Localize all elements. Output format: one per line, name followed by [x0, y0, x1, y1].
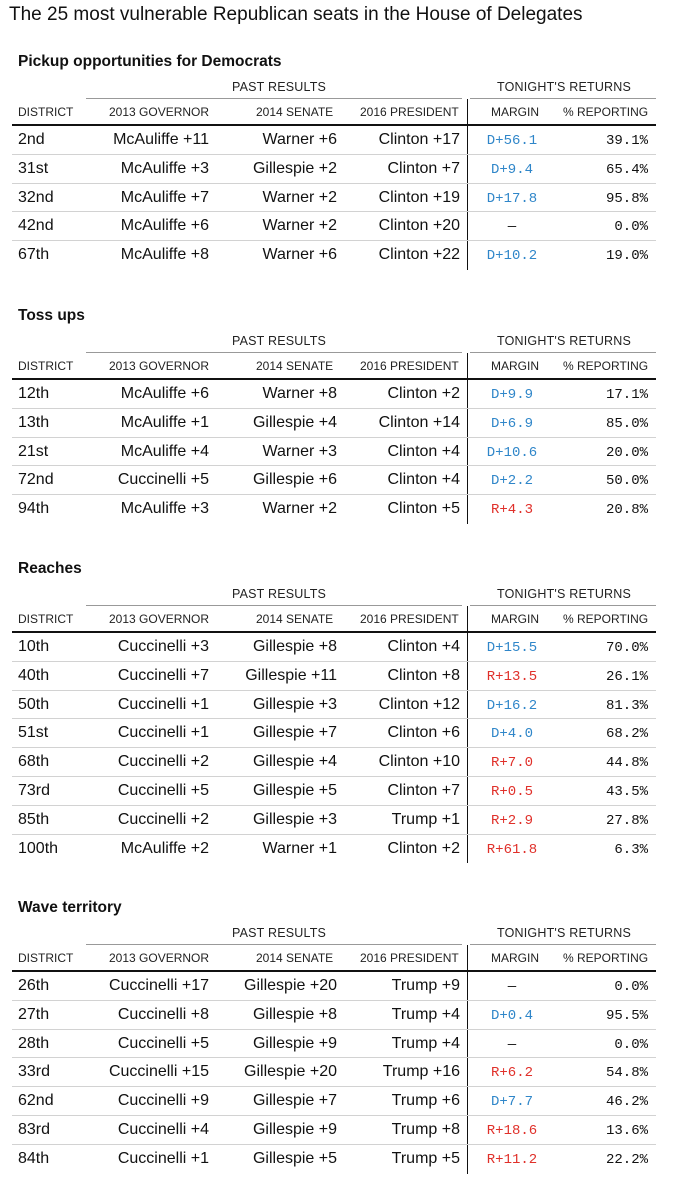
- reporting-cell: 70.0%: [605, 640, 648, 656]
- section-title: Toss ups: [18, 307, 85, 324]
- table-row: [12, 1116, 656, 1145]
- reporting-cell: 50.0%: [605, 473, 648, 490]
- margin-cell: D+6.9: [490, 415, 533, 432]
- margin-cell: R+61.8: [486, 841, 538, 858]
- district-cell: 10th: [18, 638, 50, 655]
- president-result-cell: Trump +1: [391, 810, 460, 828]
- president-result-cell: Trump +16: [382, 1063, 460, 1081]
- governor-col-header: 2013 GOVERNOR: [109, 951, 210, 965]
- governor-result-cell: Cuccinelli +5: [117, 471, 209, 489]
- president-result-cell: Clinton +2: [387, 839, 460, 857]
- senate-result-cell: Warner +1: [262, 839, 337, 857]
- senate-result-cell: Gillespie +3: [252, 810, 337, 828]
- governor-result-cell: Cuccinelli +8: [117, 1005, 209, 1023]
- table-row: [12, 1001, 656, 1030]
- reporting-col-header: % REPORTING: [563, 612, 649, 626]
- reporting-cell: 44.8%: [605, 755, 648, 772]
- district-cell: 51st: [18, 724, 49, 742]
- president-result-cell: Clinton +17: [378, 131, 460, 148]
- table-row: [12, 1087, 656, 1116]
- president-result-cell: Trump +4: [391, 1034, 460, 1052]
- reporting-cell: 95.8%: [605, 190, 648, 207]
- governor-result-cell: McAuliffe +6: [120, 217, 209, 235]
- reporting-cell: 6.3%: [614, 841, 648, 858]
- district-cell: 32nd: [18, 188, 54, 206]
- governor-result-cell: Cuccinelli +1: [117, 695, 209, 713]
- governor-result-cell: Cuccinelli +2: [117, 753, 209, 771]
- margin-cell: D+17.8: [486, 190, 538, 207]
- president-result-cell: Clinton +2: [387, 385, 460, 402]
- governor-result-cell: McAuliffe +7: [120, 188, 209, 206]
- president-col-header: 2016 PRESIDENT: [360, 105, 459, 119]
- president-result-cell: Clinton +4: [387, 471, 460, 489]
- section-table: [0, 899, 674, 1174]
- page-title: The 25 most vulnerable Republican seats in the House of Delegates: [9, 4, 583, 25]
- margin-col-header: MARGIN: [491, 612, 539, 626]
- past-results-header: PAST RESULTS: [232, 587, 327, 601]
- table-body: [12, 126, 656, 270]
- past-results-rule: [86, 352, 462, 353]
- district-cell: 2nd: [18, 131, 45, 148]
- reporting-cell: 85.0%: [605, 415, 648, 432]
- margin-cell: D+0.4: [490, 1007, 533, 1024]
- district-cell: 42nd: [18, 217, 54, 235]
- margin-cell: R+4.3: [490, 502, 533, 519]
- table-row: [12, 691, 656, 720]
- margin-cell: D+9.9: [490, 387, 533, 403]
- senate-result-cell: Warner +8: [262, 385, 337, 402]
- table-row: [12, 126, 656, 155]
- margin-cell: D+9.4: [490, 161, 533, 178]
- past-results-header: PAST RESULTS: [232, 80, 327, 94]
- senate-result-cell: Warner +2: [262, 500, 337, 518]
- president-result-cell: Trump +8: [391, 1120, 460, 1138]
- president-result-cell: Clinton +20: [378, 217, 460, 235]
- section-title: Pickup opportunities for Democrats: [18, 53, 282, 70]
- district-cell: 67th: [18, 246, 50, 264]
- governor-col-header: 2013 GOVERNOR: [109, 359, 210, 373]
- margin-cell: D+7.7: [490, 1094, 533, 1111]
- governor-result-cell: McAuliffe +3: [120, 159, 209, 177]
- senate-col-header: 2014 SENATE: [256, 105, 334, 119]
- margin-cell: D+16.2: [486, 697, 538, 714]
- table-row: [12, 748, 656, 777]
- senate-col-header: 2014 SENATE: [256, 612, 334, 626]
- margin-cell: —: [507, 219, 517, 236]
- senate-result-cell: Gillespie +4: [252, 413, 337, 431]
- president-result-cell: Trump +4: [391, 1005, 460, 1023]
- tonights-returns-header: TONIGHT'S RETURNS: [497, 926, 632, 940]
- margin-cell: R+0.5: [490, 783, 533, 800]
- reporting-cell: 26.1%: [605, 668, 648, 685]
- reporting-cell: 13.6%: [605, 1122, 648, 1139]
- table-row: [12, 1145, 656, 1174]
- table-body: [12, 633, 656, 863]
- reporting-cell: 0.0%: [614, 1036, 648, 1053]
- reporting-col-header: % REPORTING: [563, 105, 649, 119]
- margin-cell: R+2.9: [490, 812, 533, 829]
- reporting-cell: 20.8%: [605, 502, 648, 519]
- district-cell: 28th: [18, 1034, 50, 1052]
- senate-result-cell: Gillespie +6: [252, 471, 337, 489]
- governor-result-cell: Cuccinelli +17: [108, 977, 209, 994]
- president-result-cell: Clinton +10: [378, 753, 460, 771]
- district-cell: 85th: [18, 810, 50, 828]
- president-col-header: 2016 PRESIDENT: [360, 951, 459, 965]
- district-cell: 27th: [18, 1005, 50, 1023]
- district-col-header: DISTRICT: [18, 105, 74, 119]
- past-results-header: PAST RESULTS: [232, 926, 327, 940]
- tonights-returns-header: TONIGHT'S RETURNS: [497, 80, 632, 94]
- table-body: [12, 972, 656, 1174]
- district-cell: 73rd: [18, 781, 51, 799]
- table-row: [12, 633, 656, 662]
- senate-result-cell: Gillespie +5: [252, 1149, 337, 1167]
- senate-result-cell: Gillespie +5: [252, 781, 337, 799]
- governor-col-header: 2013 GOVERNOR: [109, 612, 210, 626]
- section-table: [0, 307, 674, 524]
- district-cell: 100th: [18, 839, 59, 857]
- reporting-cell: 22.2%: [605, 1151, 648, 1168]
- section-title: Wave territory: [18, 899, 122, 916]
- senate-result-cell: Gillespie +8: [252, 638, 337, 655]
- past-results-rule: [86, 98, 462, 99]
- table-row: [12, 777, 656, 806]
- tonights-returns-rule: [470, 98, 656, 99]
- reporting-col-header: % REPORTING: [563, 359, 649, 373]
- reporting-cell: 0.0%: [614, 979, 648, 995]
- senate-col-header: 2014 SENATE: [256, 359, 334, 373]
- margin-cell: R+18.6: [486, 1122, 538, 1139]
- table-row: [12, 972, 656, 1001]
- governor-result-cell: McAuliffe +2: [120, 839, 209, 857]
- district-cell: 62nd: [18, 1092, 54, 1110]
- president-col-header: 2016 PRESIDENT: [360, 612, 459, 626]
- past-results-rule: [86, 605, 462, 606]
- tonights-returns-header: TONIGHT'S RETURNS: [497, 587, 632, 601]
- table-row: [12, 806, 656, 835]
- governor-result-cell: Cuccinelli +3: [117, 638, 209, 655]
- governor-result-cell: McAuliffe +4: [120, 442, 209, 460]
- governor-result-cell: McAuliffe +3: [120, 500, 209, 518]
- senate-result-cell: Warner +3: [262, 442, 337, 460]
- senate-result-cell: Gillespie +9: [252, 1120, 337, 1138]
- table-row: [12, 212, 656, 241]
- tonights-returns-rule: [470, 605, 656, 606]
- district-cell: 33rd: [18, 1063, 51, 1081]
- margin-cell: D+15.5: [486, 640, 538, 656]
- district-col-header: DISTRICT: [18, 951, 74, 965]
- table-row: [12, 155, 656, 184]
- margin-cell: R+7.0: [490, 755, 533, 772]
- president-result-cell: Clinton +12: [378, 695, 460, 713]
- table-row: [12, 835, 656, 864]
- reporting-cell: 43.5%: [605, 783, 648, 800]
- reporting-cell: 17.1%: [605, 387, 648, 403]
- table-row: [12, 662, 656, 691]
- table-row: [12, 409, 656, 438]
- table-row: [12, 380, 656, 409]
- president-col-header: 2016 PRESIDENT: [360, 359, 459, 373]
- section-title: Reaches: [18, 560, 82, 577]
- district-cell: 13th: [18, 413, 50, 431]
- president-result-cell: Clinton +4: [387, 638, 460, 655]
- table-body: [12, 380, 656, 524]
- president-result-cell: Clinton +14: [378, 413, 460, 431]
- senate-result-cell: Gillespie +11: [245, 666, 337, 684]
- senate-result-cell: Warner +2: [262, 188, 337, 206]
- table-row: [12, 1058, 656, 1087]
- table-row: [12, 466, 656, 495]
- president-result-cell: Clinton +22: [378, 246, 460, 264]
- governor-result-cell: Cuccinelli +2: [117, 810, 209, 828]
- district-cell: 21st: [18, 442, 49, 460]
- senate-result-cell: Gillespie +4: [252, 753, 337, 771]
- reporting-cell: 81.3%: [605, 697, 648, 714]
- district-cell: 50th: [18, 695, 50, 713]
- president-result-cell: Clinton +8: [387, 666, 460, 684]
- district-cell: 83rd: [18, 1120, 51, 1138]
- margin-cell: —: [507, 1036, 517, 1053]
- reporting-cell: 95.5%: [605, 1007, 648, 1024]
- tonights-returns-rule: [470, 944, 656, 945]
- president-result-cell: Clinton +7: [387, 781, 460, 799]
- district-cell: 40th: [18, 666, 50, 684]
- margin-cell: D+4.0: [490, 726, 533, 743]
- district-col-header: DISTRICT: [18, 612, 74, 626]
- table-row: [12, 495, 656, 524]
- margin-cell: D+10.6: [486, 444, 538, 461]
- governor-result-cell: Cuccinelli +5: [117, 781, 209, 799]
- governor-result-cell: Cuccinelli +7: [117, 666, 209, 684]
- governor-result-cell: Cuccinelli +9: [117, 1092, 209, 1110]
- district-cell: 72nd: [18, 471, 54, 489]
- governor-result-cell: McAuliffe +8: [120, 246, 209, 264]
- president-result-cell: Clinton +5: [387, 500, 460, 518]
- senate-result-cell: Gillespie +2: [252, 159, 337, 177]
- reporting-cell: 20.0%: [605, 444, 648, 461]
- margin-cell: D+56.1: [486, 133, 538, 149]
- margin-col-header: MARGIN: [491, 951, 539, 965]
- senate-result-cell: Gillespie +20: [244, 1063, 337, 1081]
- margin-cell: D+2.2: [490, 473, 533, 490]
- senate-result-cell: Gillespie +7: [252, 1092, 337, 1110]
- president-result-cell: Trump +5: [391, 1149, 460, 1167]
- reporting-cell: 39.1%: [605, 133, 648, 149]
- senate-result-cell: Gillespie +9: [252, 1034, 337, 1052]
- president-result-cell: Clinton +7: [387, 159, 460, 177]
- district-cell: 26th: [18, 977, 50, 994]
- senate-result-cell: Gillespie +20: [244, 977, 337, 994]
- senate-result-cell: Gillespie +7: [252, 724, 337, 742]
- reporting-cell: 65.4%: [605, 161, 648, 178]
- table-row: [12, 438, 656, 467]
- section-table: [0, 53, 674, 270]
- margin-cell: R+11.2: [486, 1151, 538, 1168]
- reporting-cell: 54.8%: [605, 1065, 648, 1082]
- margin-col-header: MARGIN: [491, 359, 539, 373]
- past-results-rule: [86, 944, 462, 945]
- past-results-header: PAST RESULTS: [232, 334, 327, 348]
- governor-result-cell: Cuccinelli +1: [117, 1149, 209, 1167]
- governor-result-cell: McAuliffe +11: [113, 131, 209, 148]
- district-col-header: DISTRICT: [18, 359, 74, 373]
- governor-result-cell: Cuccinelli +5: [117, 1034, 209, 1052]
- president-result-cell: Clinton +19: [378, 188, 460, 206]
- governor-result-cell: McAuliffe +1: [120, 413, 209, 431]
- senate-col-header: 2014 SENATE: [256, 951, 334, 965]
- section-table: [0, 560, 674, 863]
- president-result-cell: Trump +6: [391, 1092, 460, 1110]
- margin-col-header: MARGIN: [491, 105, 539, 119]
- governor-result-cell: Cuccinelli +4: [117, 1120, 209, 1138]
- president-result-cell: Trump +9: [391, 977, 460, 994]
- district-cell: 84th: [18, 1149, 50, 1167]
- table-row: [12, 184, 656, 213]
- margin-cell: R+13.5: [486, 668, 538, 685]
- district-cell: 31st: [18, 159, 49, 177]
- senate-result-cell: Warner +6: [262, 246, 337, 264]
- reporting-cell: 0.0%: [614, 219, 648, 236]
- senate-result-cell: Warner +6: [262, 131, 337, 148]
- table-row: [12, 241, 656, 270]
- margin-cell: —: [507, 979, 517, 995]
- district-cell: 94th: [18, 500, 50, 518]
- president-result-cell: Clinton +4: [387, 442, 460, 460]
- reporting-cell: 46.2%: [605, 1094, 648, 1111]
- table-row: [12, 719, 656, 748]
- margin-cell: R+6.2: [490, 1065, 533, 1082]
- tonights-returns-header: TONIGHT'S RETURNS: [497, 334, 632, 348]
- governor-result-cell: McAuliffe +6: [120, 385, 209, 402]
- reporting-cell: 68.2%: [605, 726, 648, 743]
- reporting-cell: 27.8%: [605, 812, 648, 829]
- margin-cell: D+10.2: [486, 248, 538, 265]
- senate-result-cell: Warner +2: [262, 217, 337, 235]
- governor-col-header: 2013 GOVERNOR: [109, 105, 210, 119]
- senate-result-cell: Gillespie +3: [252, 695, 337, 713]
- governor-result-cell: Cuccinelli +15: [108, 1063, 209, 1081]
- governor-result-cell: Cuccinelli +1: [117, 724, 209, 742]
- table-row: [12, 1030, 656, 1059]
- senate-result-cell: Gillespie +8: [252, 1005, 337, 1023]
- district-cell: 68th: [18, 753, 50, 771]
- reporting-cell: 19.0%: [605, 248, 648, 265]
- tonights-returns-rule: [470, 352, 656, 353]
- district-cell: 12th: [18, 385, 50, 402]
- president-result-cell: Clinton +6: [387, 724, 460, 742]
- reporting-col-header: % REPORTING: [563, 951, 649, 965]
